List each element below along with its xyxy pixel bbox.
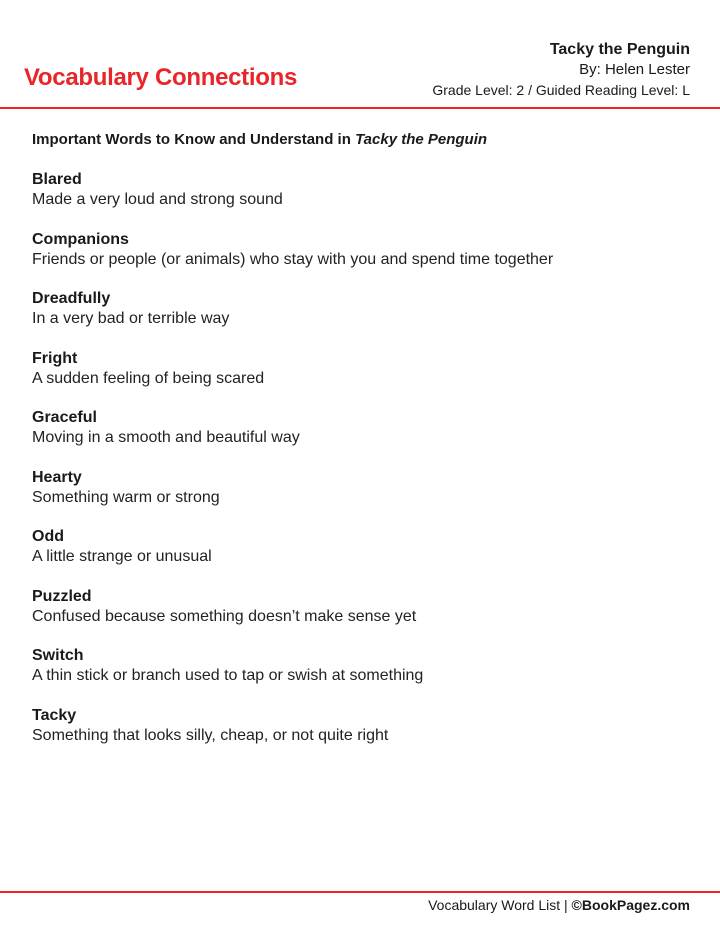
vocab-term: Switch [32, 647, 84, 664]
vocab-definition: Friends or people (or animals) who stay with you and spend time together [32, 250, 554, 268]
vocab-term: Blared [32, 171, 82, 188]
vocab-term: Graceful [32, 409, 97, 426]
vocab-term: Tacky [32, 706, 77, 724]
footer-divider [0, 891, 720, 893]
section-title: Vocabulary Connections [24, 64, 298, 91]
vocab-term: Fright [32, 349, 78, 367]
vocab-entry [32, 587, 692, 627]
vocab-term: Dreadfully [32, 290, 111, 307]
footer-brand: ©BookPagez.com [571, 897, 690, 913]
vocab-term: Hearty [32, 468, 82, 486]
vocab-definition: In a very bad or terrible way [32, 310, 230, 327]
vocab-definition: A thin stick or branch used to tap or swish at something [32, 667, 424, 684]
vocab-entry [32, 527, 692, 567]
footer-label: Vocabulary Word List | [428, 897, 572, 913]
header-divider [0, 107, 720, 109]
vocab-definition: Something warm or strong [32, 488, 220, 506]
intro-prefix: Important Words to Know and Understand in [32, 131, 356, 148]
vocab-entry [32, 349, 692, 389]
book-title: Tacky the Penguin [549, 41, 690, 58]
vocab-entry [32, 468, 692, 508]
vocab-entry [32, 408, 692, 448]
reading-level: Grade Level: 2 / Guided Reading Level: L [432, 82, 690, 98]
page-header [0, 0, 720, 108]
vocab-definition: Confused because something doesn’t make sense yet [32, 607, 417, 625]
intro-heading [32, 130, 692, 150]
vocabulary-content [32, 130, 692, 765]
vocab-entry [32, 170, 692, 210]
vocab-entry [32, 230, 692, 270]
vocab-definition: A little strange or unusual [32, 548, 212, 565]
intro-book-title: Tacky the Penguin [355, 131, 488, 148]
vocab-term: Companions [32, 230, 129, 248]
book-info [432, 40, 690, 100]
vocab-definition: Made a very loud and strong sound [32, 191, 283, 208]
vocab-entry [32, 706, 692, 746]
vocab-term: Odd [32, 528, 64, 545]
vocab-definition: A sudden feeling of being scared [32, 369, 265, 387]
vocab-entry [32, 646, 692, 686]
book-author: By: Helen Lester [579, 61, 690, 78]
vocab-definition: Something that looks silly, cheap, or not quite right [32, 726, 389, 744]
vocab-term: Puzzled [32, 587, 92, 605]
page-footer [428, 897, 690, 913]
vocab-entry [32, 289, 692, 329]
vocab-definition: Moving in a smooth and beautiful way [32, 429, 300, 446]
